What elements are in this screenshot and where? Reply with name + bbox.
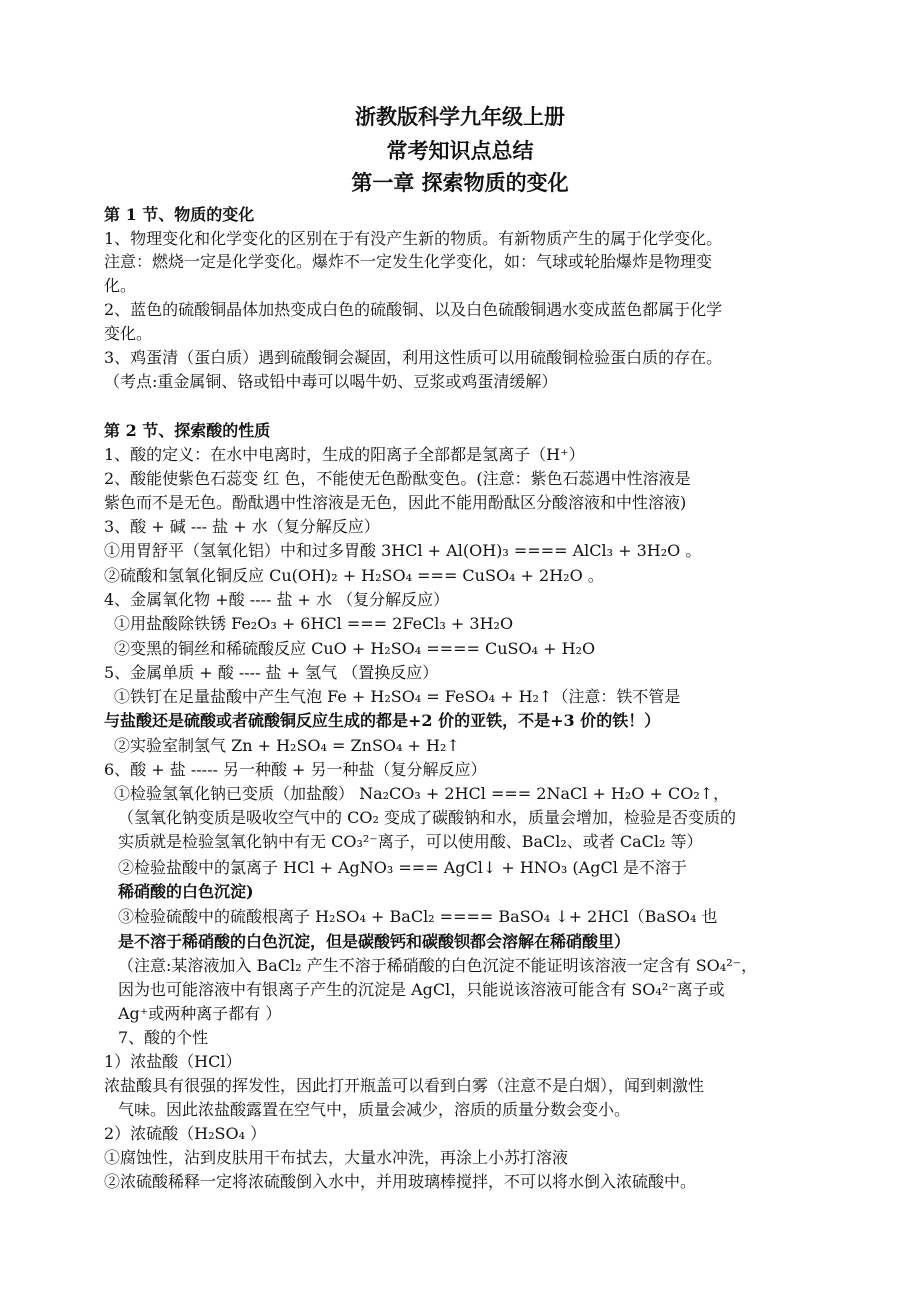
text-line: 4、金属氧化物 +酸 ---- 盐 + 水 （复分解反应） bbox=[104, 590, 450, 609]
equation-line: ①用盐酸除铁锈 Fe₂O₃ + 6HCl === 2FeCl₃ + 3H₂O bbox=[114, 614, 514, 633]
text-line: 浓盐酸具有很强的挥发性，因此打开瓶盖可以看到白雾（注意不是白烟），闻到刺激性 bbox=[104, 1076, 705, 1095]
text-line: 3、鸡蛋清（蛋白质）遇到硫酸铜会凝固，利用这性质可以用硫酸铜检验蛋白质的存在。 bbox=[104, 348, 723, 367]
subsection-heading: 1）浓盐酸（HCl） bbox=[104, 1052, 242, 1071]
text-line: （考点:重金属铜、铬或铅中毒可以喝牛奶、豆浆或鸡蛋清缓解） bbox=[104, 372, 558, 391]
note-line: 稀硝酸的白色沉淀) bbox=[118, 882, 254, 901]
text-line: 6、酸 + 盐 ----- 另一种酸 + 另一种盐（复分解反应） bbox=[104, 760, 487, 779]
text-line: ②浓硫酸稀释一定将浓硫酸倒入水中，并用玻璃棒搅拌，不可以将水倒入浓硫酸中。 bbox=[104, 1172, 697, 1191]
chapter-title: 第一章 探索物质的变化 bbox=[351, 170, 569, 195]
section-heading: 第 1 节、物质的变化 bbox=[104, 205, 255, 224]
equation-line: ②变黑的铜丝和稀硫酸反应 CuO + H₂SO₄ ==== CuSO₄ + H₂O bbox=[114, 639, 596, 658]
text-line: 实质就是检验氢氧化钠中有无 CO₃²⁻离子，可以使用酸、BaCl₂、或者 CaCl₂ 等） bbox=[118, 832, 703, 851]
text-line: 3、酸 + 碱 --- 盐 + 水（复分解反应） bbox=[104, 517, 380, 536]
subsection-heading: 2）浓硫酸（H₂SO₄ ） bbox=[104, 1124, 267, 1143]
section-heading: 第 2 节、探索酸的性质 bbox=[104, 421, 271, 440]
note-line: 注意：燃烧一定是化学变化。爆炸不一定发生化学变化，如：气球或轮胎爆炸是物理变 bbox=[104, 252, 713, 271]
equation-line: ②硫酸和氢氧化铜反应 Cu(OH)₂ + H₂SO₄ === CuSO₄ + 2H₂O 。 bbox=[104, 566, 604, 585]
text-line: 因为也可能溶液中有银离子产生的沉淀是 AgCl，只能说该溶液可能含有 SO₄²⁻离子或 bbox=[118, 980, 725, 999]
equation-line: ②检验盐酸中的氯离子 HCl + AgNO₃ === AgCl↓ + HNO₃ (AgCl 是不溶于 bbox=[118, 858, 687, 877]
doc-subtitle: 常考知识点总结 bbox=[386, 138, 534, 163]
text-line: Ag⁺或两种离子都有 ） bbox=[118, 1004, 282, 1023]
equation-line: ②实验室制氢气 Zn + H₂SO₄ = ZnSO₄ + H₂↑ bbox=[114, 736, 460, 755]
doc-title: 浙教版科学九年级上册 bbox=[355, 104, 565, 129]
text-line: 化。 bbox=[104, 276, 137, 295]
equation-line: ①检验氢氧化钠已变质（加盐酸） Na₂CO₃ + 2HCl === 2NaCl + H₂O + CO₂↑， bbox=[114, 784, 730, 803]
text-line: 1、物理变化和化学变化的区别在于有没产生新的物质。有新物质产生的属于化学变化。 bbox=[104, 229, 723, 248]
text-line: （注意:某溶液加入 BaCl₂ 产生不溶于稀硝酸的白色沉淀不能证明该溶液一定含有 SO₄²⁻， bbox=[118, 956, 758, 975]
text-line: 5、金属单质 + 酸 ---- 盐 + 氢气 （置换反应） bbox=[104, 663, 439, 682]
note-line: 是不溶于稀硝酸的白色沉淀，但是碳酸钙和碳酸钡都会溶解在稀硝酸里） bbox=[118, 932, 631, 951]
equation-line: ①用胃舒平（氢氧化铝）中和过多胃酸 3HCl + Al(OH)₃ ==== AlCl₃ + 3H₂O 。 bbox=[104, 541, 702, 560]
equation-line: ①铁钉在足量盐酸中产生气泡 Fe + H₂SO₄ = FeSO₄ + H₂↑（注意：铁不管是 bbox=[114, 687, 681, 706]
text-line: 变化。 bbox=[104, 324, 153, 343]
note-line: 与盐酸还是硫酸或者硫酸铜反应生成的都是+2 价的亚铁，不是+3 价的铁！） bbox=[104, 711, 661, 730]
subsection-heading: 7、酸的个性 bbox=[118, 1028, 209, 1047]
equation-line: ③检验硫酸中的硫酸根离子 H₂SO₄ + BaCl₂ ==== BaSO₄ ↓+ 2HCl（BaSO₄ 也 bbox=[118, 907, 718, 926]
text-line: 1、酸的定义：在水中电离时，生成的阳离子全部都是氢离子（H⁺） bbox=[104, 445, 585, 464]
text-line: ①腐蚀性，沾到皮肤用干布拭去，大量水冲洗，再涂上小苏打溶液 bbox=[104, 1148, 569, 1167]
text-line: 紫色而不是无色。酚酞遇中性溶液是无色，因此不能用酚酞区分酸溶液和中性溶液) bbox=[104, 493, 687, 512]
text-line: 气味。因此浓盐酸露置在空气中，质量会减少，溶质的质量分数会变小。 bbox=[118, 1100, 631, 1119]
text-line: 2、酸能使紫色石蕊变 红 色，不能使无色酚酞变色。(注意：紫色石蕊遇中性溶液是 bbox=[104, 469, 691, 488]
text-line: 2、蓝色的硫酸铜晶体加热变成白色的硫酸铜、以及白色硫酸铜遇水变成蓝色都属于化学 bbox=[104, 300, 723, 319]
text-line: （氢氧化钠变质是吸收空气中的 CO₂ 变成了碳酸钠和水，质量会增加，检验是否变质的 bbox=[118, 808, 736, 827]
